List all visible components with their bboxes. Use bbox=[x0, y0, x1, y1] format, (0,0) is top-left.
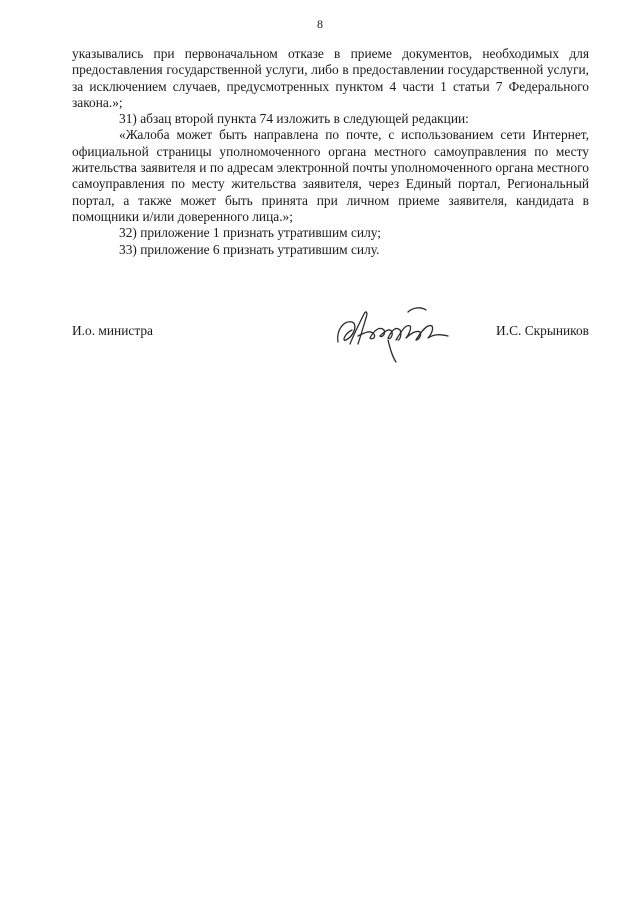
paragraph-item-31: 31) абзац второй пункта 74 изложить в следующей редакции: bbox=[119, 111, 469, 127]
page-number: 8 bbox=[317, 17, 323, 31]
handwritten-signature-icon bbox=[330, 300, 460, 364]
signer-name: И.С. Скрыников bbox=[496, 323, 589, 338]
signature-block bbox=[72, 300, 589, 370]
paragraph-item-33: 33) приложение 6 признать утратившим силу. bbox=[119, 241, 380, 257]
paragraph-complaint-text: «Жалоба может быть направлена по почте, с использованием сети Интернет, официальной страницы уполномоченного органа местного самоуправления по месту жительства заявителя и по адресам электронной почты уполномоченного органа местного самоуправления по месту жительства заявителя, через Единый портал, Региональный портал, а также может быть принята при личном приеме заявителя, кандидата в помощники и/или доверенного лица.»; bbox=[72, 127, 589, 224]
signer-position: И.о. министра bbox=[72, 323, 153, 338]
paragraph-item-32: 32) приложение 1 признать утратившим силу; bbox=[119, 225, 382, 241]
paragraph-continuation: указывались при первоначальном отказе в приеме документов, необходимых для предоставления государственной услуги, либо в предоставлении государственной услуги, за исключением случаев, предусмотренных пунктом 4 части 1 статьи 7 Федерального закона.»; bbox=[72, 46, 589, 110]
document-body bbox=[72, 46, 589, 258]
